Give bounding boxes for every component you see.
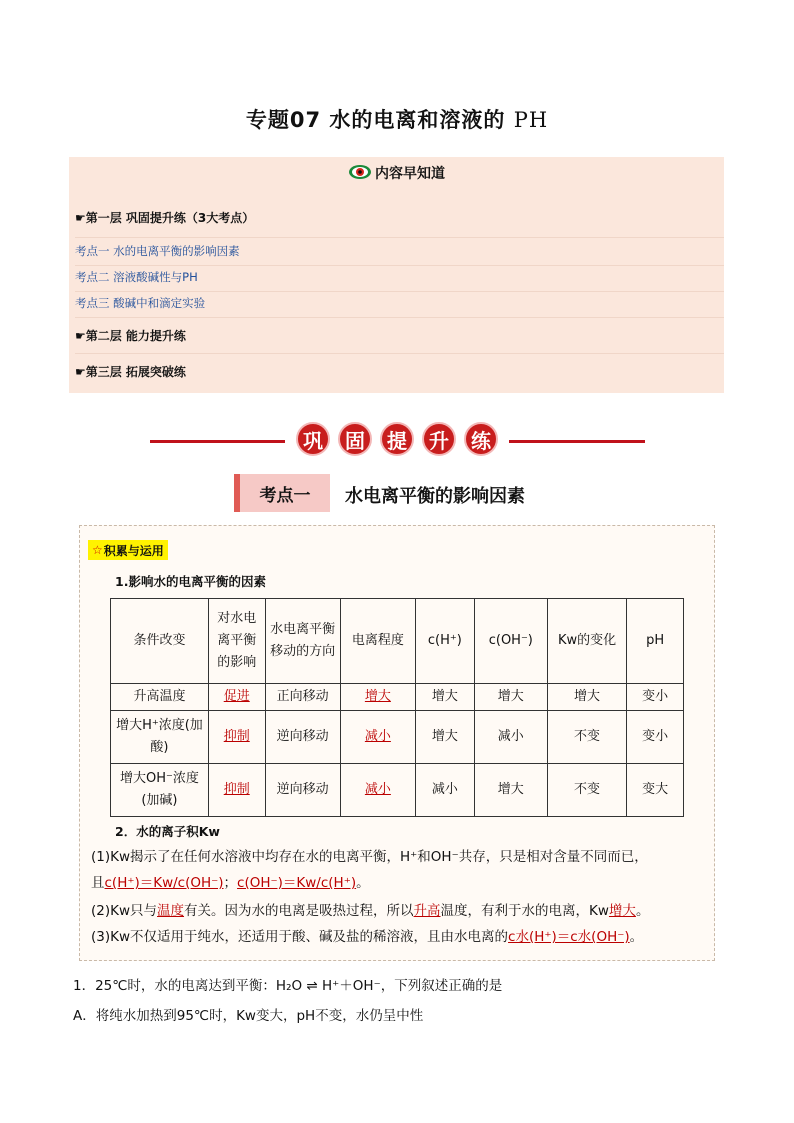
table-cell: 抑制 xyxy=(208,711,265,764)
section-banner xyxy=(287,422,507,460)
kaodian-tag: 考点一 xyxy=(234,474,330,512)
toc-level-2[interactable]: ☛第二层 能力提升练 xyxy=(75,329,186,343)
table-cell: 增大 xyxy=(474,684,547,711)
table-cell: 变大 xyxy=(627,764,684,817)
table-cell: 抑制 xyxy=(208,764,265,817)
table-header-cell: 水电离平衡移动的方向 xyxy=(265,599,340,684)
table-cell: 增大 xyxy=(416,684,475,711)
toc-level-1[interactable]: ☛第一层 巩固提升练（3大考点） xyxy=(75,211,255,225)
table-cell: 增大OH⁻浓度(加碱) xyxy=(111,764,209,817)
table-cell: 逆向移动 xyxy=(265,764,340,817)
table-cell: 变小 xyxy=(627,684,684,711)
star-icon: ☆ xyxy=(92,543,103,557)
page-title: 专题07 水的电离和溶液的 PH xyxy=(245,108,549,132)
table-cell: 减小 xyxy=(416,764,475,817)
table-cell: 逆向移动 xyxy=(265,711,340,764)
table-cell: 不变 xyxy=(547,711,626,764)
table-header-cell: 条件改变 xyxy=(111,599,209,684)
kaodian-title: 水电离平衡的影响因素 xyxy=(345,486,525,507)
paragraph-1b: 且c(H⁺)＝Kw/c(OH⁻)；c(OH⁻)＝Kw/c(H⁺)。 xyxy=(91,875,370,891)
toc-panel xyxy=(69,157,724,393)
table-header-cell: Kw的变化 xyxy=(547,599,626,684)
table-cell: 正向移动 xyxy=(265,684,340,711)
subheading-2: 2．水的离子积Kw xyxy=(115,824,220,839)
toc-heading: 内容早知道 xyxy=(69,163,724,187)
table-header-row xyxy=(111,599,684,684)
banner-char: 升 xyxy=(422,422,456,456)
box-tag: ☆ 积累与运用 xyxy=(88,540,168,560)
table-cell: 减小 xyxy=(474,711,547,764)
table-cell: 升高温度 xyxy=(111,684,209,711)
table-cell: 增大 xyxy=(340,684,415,711)
paragraph-2: (2)Kw只与温度有关。因为水的电离是吸热过程，所以升高温度，有利于水的电离，Kw增大。 xyxy=(91,903,650,919)
banner-char: 提 xyxy=(380,422,414,456)
table-header-cell: 对水电离平衡的影响 xyxy=(208,599,265,684)
table-row xyxy=(111,711,684,764)
subheading-1: 1.影响水的电离平衡的因素 xyxy=(115,574,266,589)
banner-rule-left xyxy=(150,440,285,443)
toc-kaodian-1[interactable]: 考点一 水的电离平衡的影响因素 xyxy=(75,244,240,258)
paragraph-1: (1)Kw揭示了在任何水溶液中均存在水的电离平衡，H⁺和OH⁻共存，只是相对含量不同而已， xyxy=(91,849,648,865)
eye-icon xyxy=(348,163,372,185)
question-stem: 1．25℃时，水的电离达到平衡：H₂O ⇌ H⁺＋OH⁻，下列叙述正确的是 xyxy=(73,978,503,994)
table-header-cell: 电离程度 xyxy=(340,599,415,684)
table-cell: 不变 xyxy=(547,764,626,817)
banner-char: 练 xyxy=(464,422,498,456)
table-header-cell: pH xyxy=(627,599,684,684)
table-cell: 促进 xyxy=(208,684,265,711)
table-cell: 增大H⁺浓度(加酸) xyxy=(111,711,209,764)
table-header-cell: c(H⁺) xyxy=(416,599,475,684)
paragraph-3: (3)Kw不仅适用于纯水，还适用于酸、碱及盐的稀溶液，且由水电离的c水(H⁺)＝c水(OH⁻)。 xyxy=(91,929,644,945)
banner-char: 巩 xyxy=(296,422,330,456)
table-cell: 增大 xyxy=(547,684,626,711)
question-option-a[interactable]: A．将纯水加热到95℃时，Kw变大，pH不变，水仍呈中性 xyxy=(73,1008,424,1024)
table-row xyxy=(111,764,684,817)
table-header-cell: c(OH⁻) xyxy=(474,599,547,684)
table-cell: 减小 xyxy=(340,711,415,764)
table-cell: 变小 xyxy=(627,711,684,764)
banner-char: 固 xyxy=(338,422,372,456)
table-cell: 增大 xyxy=(416,711,475,764)
toc-level-3[interactable]: ☛第三层 拓展突破练 xyxy=(75,365,186,379)
factor-table xyxy=(110,598,684,817)
toc-kaodian-3[interactable]: 考点三 酸碱中和滴定实验 xyxy=(75,296,206,310)
table-cell: 减小 xyxy=(340,764,415,817)
table-row xyxy=(111,684,684,711)
banner-rule-right xyxy=(509,440,645,443)
toc-kaodian-2[interactable]: 考点二 溶液酸碱性与PH xyxy=(75,270,198,284)
table-cell: 增大 xyxy=(474,764,547,817)
